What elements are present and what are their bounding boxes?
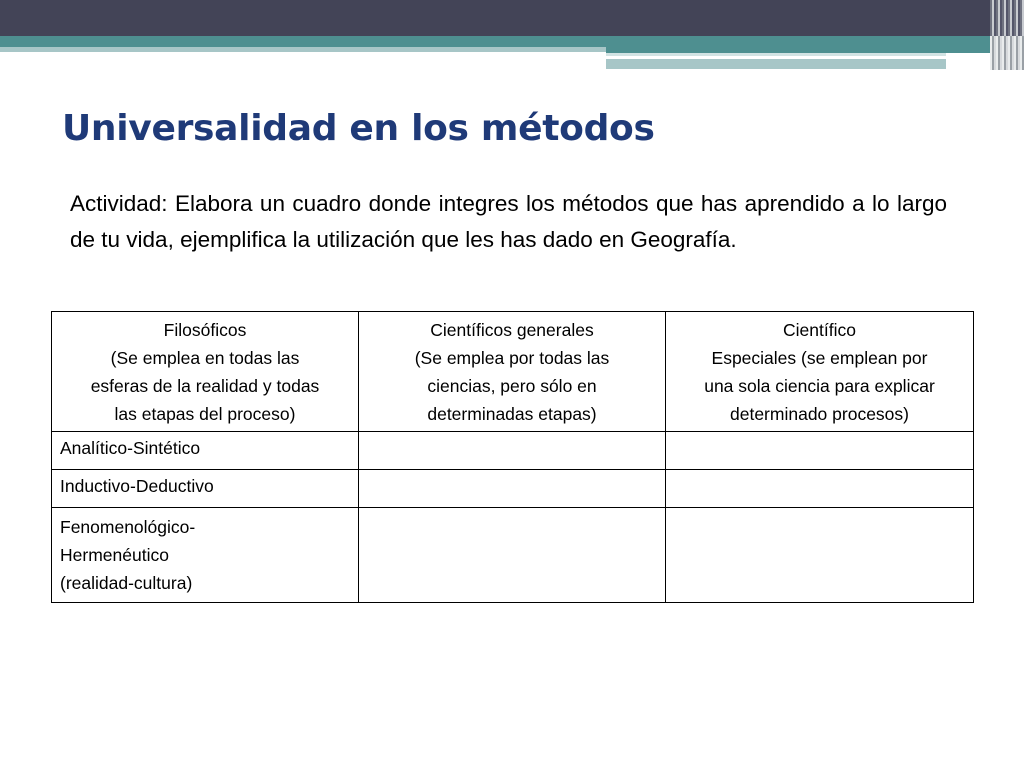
table-header-row bbox=[52, 312, 974, 432]
methods-table bbox=[51, 311, 974, 603]
row-label-cell bbox=[52, 508, 359, 603]
empty-cell bbox=[666, 508, 974, 603]
header-line: determinadas etapas) bbox=[427, 404, 597, 424]
row-label: (realidad-cultura) bbox=[60, 573, 193, 593]
empty-cell bbox=[666, 432, 974, 470]
row-label-cell bbox=[52, 432, 359, 470]
header-line: (Se emplea por todas las bbox=[414, 348, 610, 368]
activity-text: Actividad: Elabora un cuadro donde integres los métodos que has aprendido a lo largo de tu vida, ejemplifica la utilización que les has dado en Geografía. bbox=[70, 191, 947, 252]
header-line: una sola ciencia para explicar bbox=[704, 376, 935, 396]
header-line: Especiales (se emplean por bbox=[711, 348, 928, 368]
header-cientifico-especiales bbox=[666, 312, 974, 432]
header-line: Científicos generales bbox=[430, 320, 594, 340]
empty-cell bbox=[359, 508, 666, 603]
header-band-light-right bbox=[606, 59, 946, 69]
table-row bbox=[52, 508, 974, 603]
table-row bbox=[52, 470, 974, 508]
row-label: Hermenéutico bbox=[60, 545, 169, 565]
empty-cell bbox=[359, 432, 666, 470]
header-cientificos-generales bbox=[359, 312, 666, 432]
row-label-cell bbox=[52, 470, 359, 508]
table-row bbox=[52, 432, 974, 470]
empty-cell bbox=[666, 470, 974, 508]
header-band-teal bbox=[0, 36, 1024, 47]
header-line: esferas de la realidad y todas bbox=[90, 376, 320, 396]
row-label: Inductivo-Deductivo bbox=[60, 476, 214, 496]
row-label: Fenomenológico- bbox=[60, 517, 196, 537]
header-band-light-left bbox=[0, 47, 606, 52]
header-line: determinado procesos) bbox=[730, 404, 909, 424]
header-line: las etapas del proceso) bbox=[114, 404, 296, 424]
header-line: Científico bbox=[783, 320, 856, 340]
empty-cell bbox=[359, 470, 666, 508]
header-band-thin bbox=[606, 53, 946, 56]
header-filosoficos bbox=[52, 312, 359, 432]
header-line: ciencias, pero sólo en bbox=[427, 376, 597, 396]
header-line: Filosóficos bbox=[163, 320, 247, 340]
header-band-dark bbox=[0, 0, 1024, 36]
header-stripes-cap-decoration bbox=[990, 0, 1024, 36]
slide-title: Universalidad en los métodos bbox=[62, 108, 655, 149]
header-line: (Se emplea en todas las bbox=[110, 348, 300, 368]
row-label: Analítico-Sintético bbox=[60, 438, 201, 458]
